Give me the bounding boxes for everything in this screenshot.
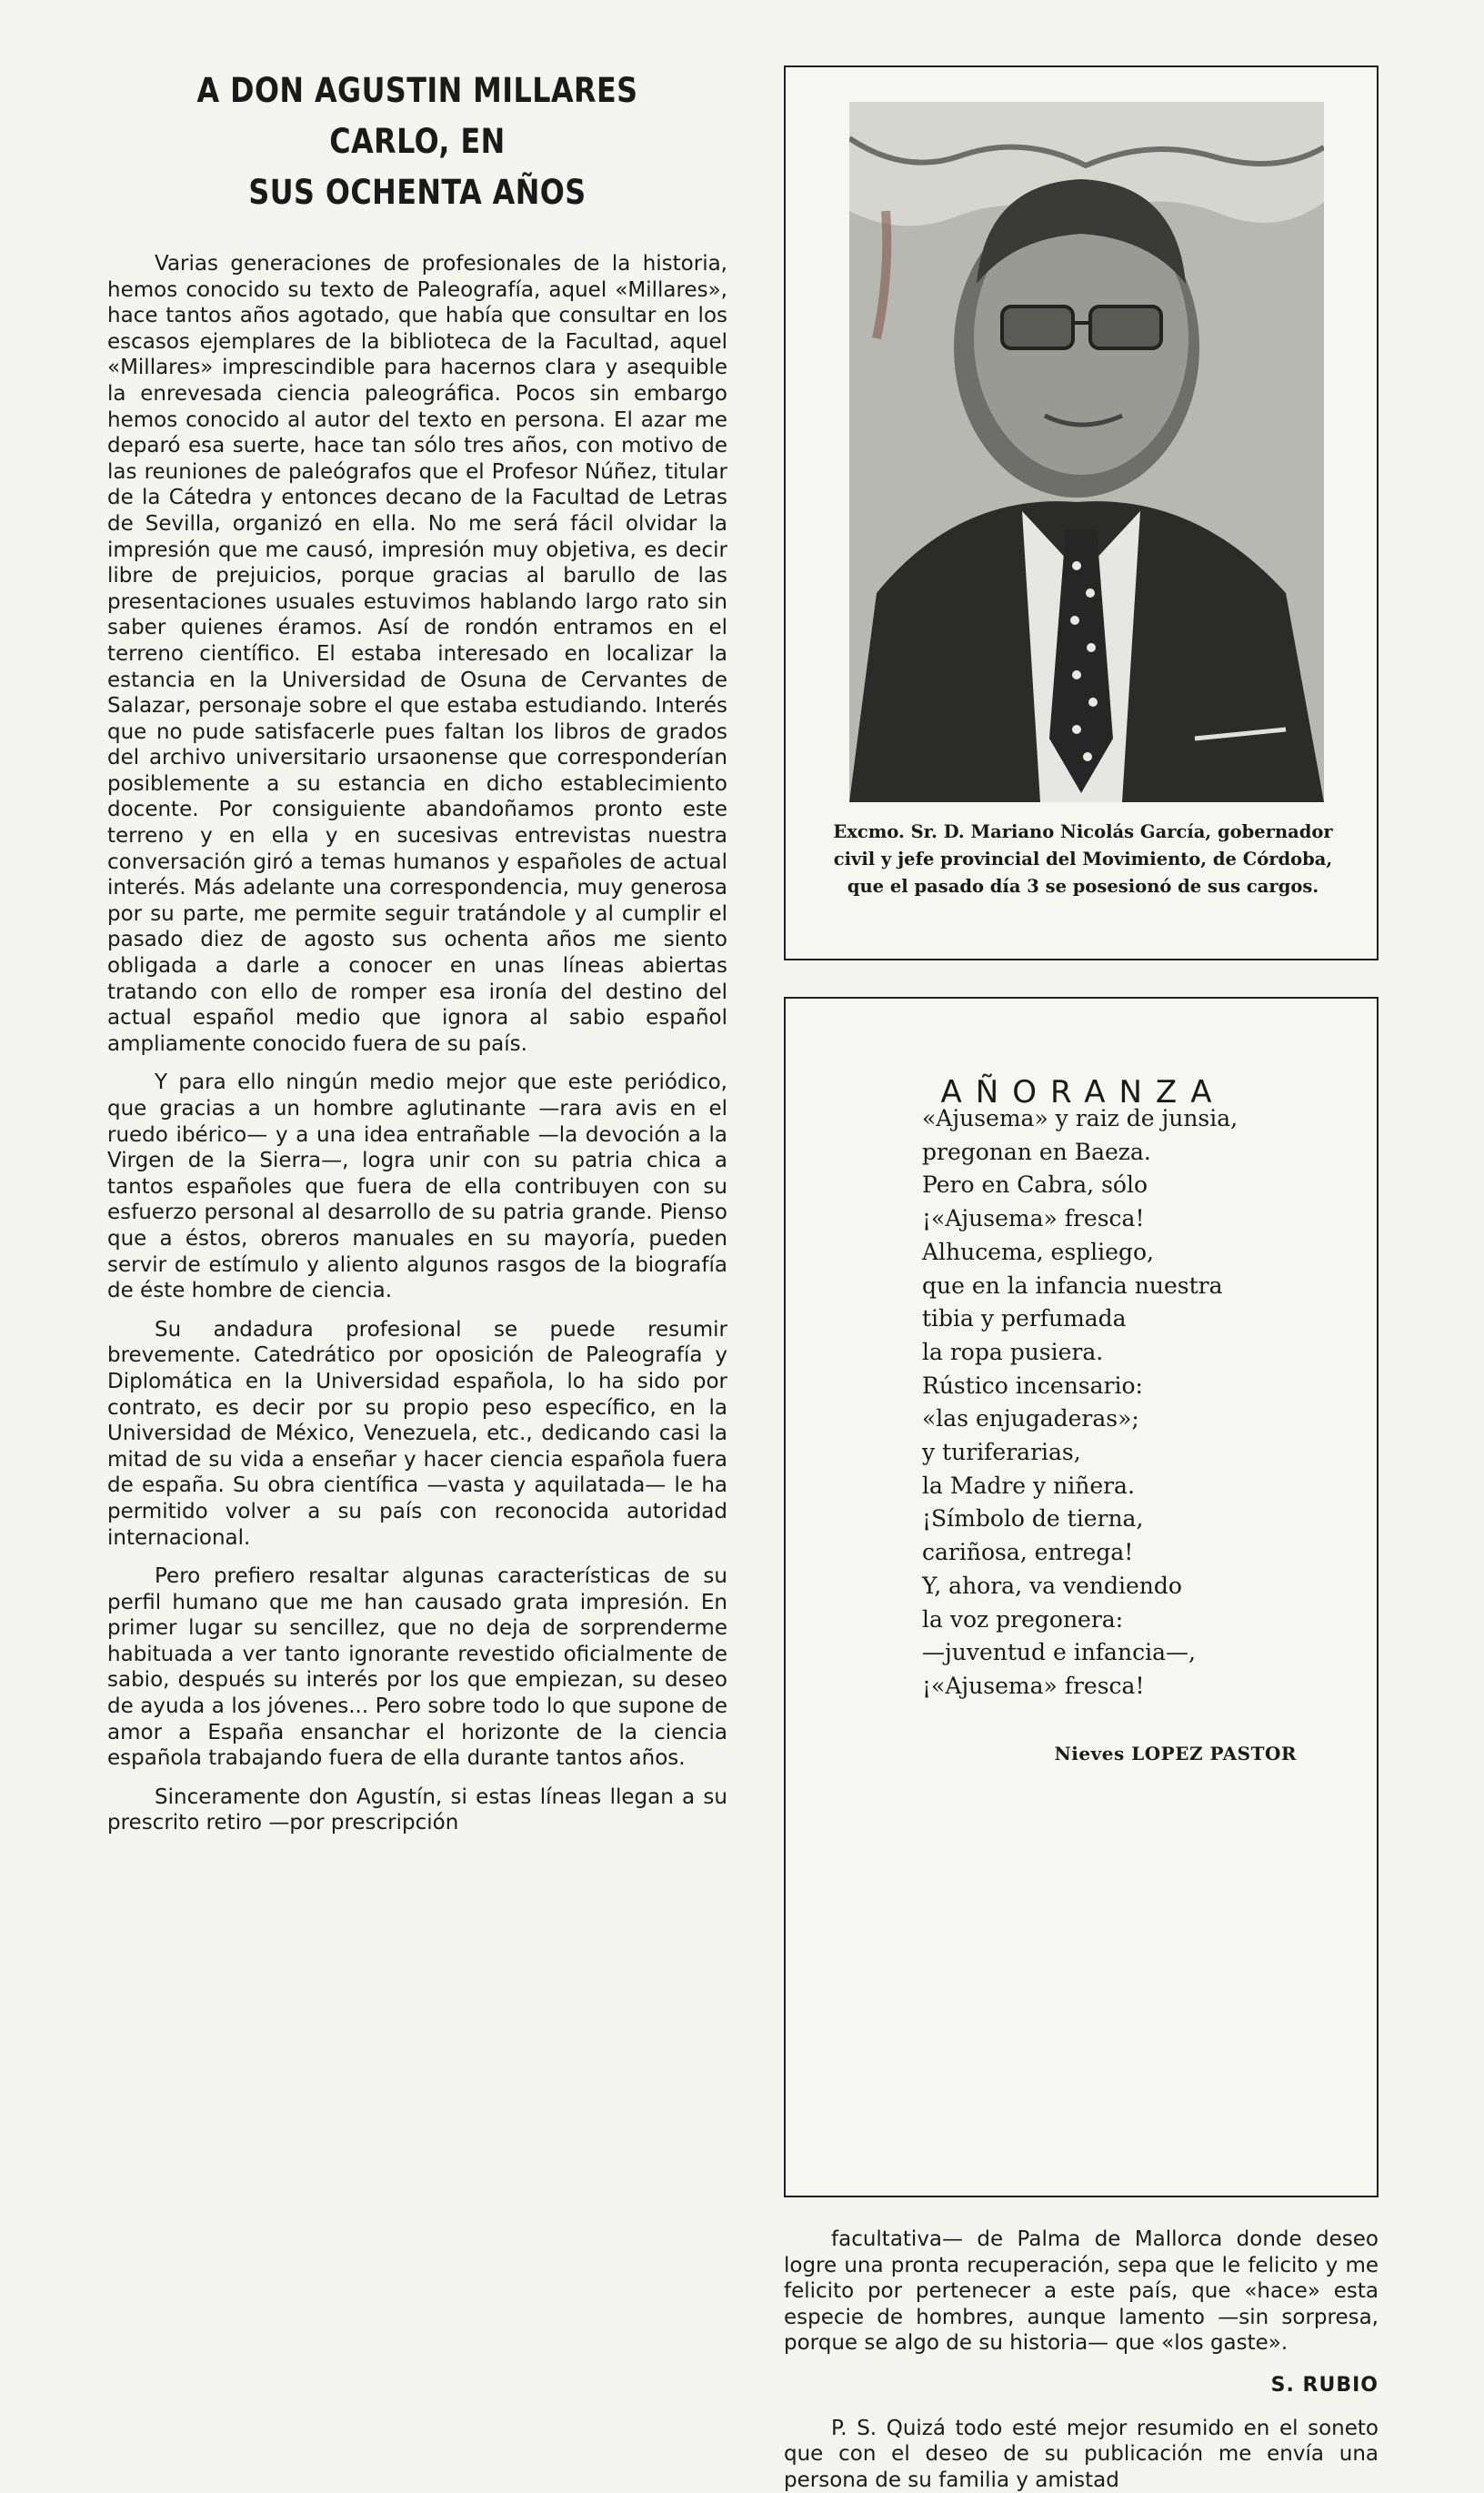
poem-line: cariñosa, entrega! bbox=[922, 1539, 1134, 1566]
poem-line: Rústico incensario: bbox=[922, 1372, 1143, 1399]
postscript bbox=[784, 2416, 1379, 2493]
poem-line: que en la infancia nuestra bbox=[922, 1272, 1223, 1299]
poem-line: ¡«Ajusema» fresca! bbox=[922, 1672, 1145, 1699]
continuation-text bbox=[784, 2227, 1379, 2357]
article-paragraph: Pero prefiero resaltar algunas características de su perfil humano que me han causado grata impresión. En primer lugar su sencillez, que no deja de sorprenderme habituada a ver tanto ignorante revestido oficialmente de sabio, después su interés por los que empiezan, su deseo de ayuda a los jóvenes... Pero sobre todo lo que supone de amor a España ensanchar el horizonte de la ciencia española trabajando fuera de ella durante tantos años. bbox=[107, 1564, 727, 1771]
poem-line: la ropa pusiera. bbox=[922, 1338, 1104, 1365]
poem-line: la Madre y niñera. bbox=[922, 1472, 1135, 1499]
photo-caption: Excmo. Sr. D. Mariano Nicolás García, gobernador civil y jefe provincial del Movimiento, de Córdoba, que el pasado día 3 se posesionó de sus cargos. bbox=[833, 821, 1333, 897]
poem-box bbox=[784, 997, 1379, 2197]
poem-line: pregonan en Baeza. bbox=[922, 1138, 1151, 1165]
poem-line: «Ajusema» y raiz de junsia, bbox=[922, 1105, 1238, 1131]
poem-line: «las enjugaderas»; bbox=[922, 1405, 1139, 1432]
poem-line: ¡Símbolo de tierna, bbox=[922, 1505, 1144, 1533]
poem-line: y turiferarias, bbox=[922, 1439, 1081, 1466]
poem-line: Y, ahora, va vendiendo bbox=[922, 1572, 1182, 1599]
poem-line: tibia y perfumada bbox=[922, 1305, 1127, 1332]
portrait-photo bbox=[849, 102, 1324, 802]
article-paragraph: Varias generaciones de profesionales de la historia, hemos conocido su texto de Paleografía, aquel «Millares», hace tantos años agotado, que había que consultar en los escasos ejemplares de la biblioteca de la Facultad, aquel «Millares» imprescindible para hacernos clara y asequible la enrevesada ciencia paleográfica. Pocos sin embargo hemos conocido al autor del texto en persona. El azar me deparó esa suerte, hace tan sólo tres años, con motivo de las reuniones de paleógrafos que el Profesor Núñez, titular de la Cátedra y entonces decano de la Facultad de Letras de Sevilla, organizó en ella. No me será fácil olvidar la impresión que me causó, impresión muy objetiva, es decir libre de prejuicios, porque gracias al barullo de las presentaciones usuales estuvimos hablando largo rato sin saber quienes éramos. Así de rondón entramos en el terreno científico. El estaba interesado en localizar la estancia en la Universidad de Osuna de Cervantes de Salazar, personaje sobre el que estaba estudiando. Interés que no pude satisfacerle pues faltan los libros de grados del archivo universitario ursaonense que corresponderían posiblemente a su estancia en dicho establecimiento docente. Por consiguiente abandoñamos pronto este terreno y en ella y en sucesivas entrevistas nuestra conversación giró a temas humanos y españoles de actual interés. Más adelante una correspondencia, muy generosa por su parte, me permite seguir tratándole y al cumplir el pasado diez de agosto sus ochenta años me siento obligada a darle a conocer en unas líneas abiertas tratando con ello de romper esa ironía del destino del actual español medio que ignora al sabio español ampliamente conocido fuera de su país. bbox=[107, 252, 727, 1056]
postscript-paragraph: P. S. Quizá todo esté mejor resumido en el soneto que con el deseo de su publicación me envía una persona de su familia y amistad bbox=[784, 2416, 1379, 2492]
article-title bbox=[151, 65, 685, 218]
poem-author: Nieves LOPEZ PASTOR bbox=[1054, 1743, 1297, 1764]
photo-box bbox=[784, 65, 1379, 960]
poem-line: ¡«Ajusema» fresca! bbox=[922, 1205, 1145, 1232]
author-signature: S. RUBIO bbox=[1270, 2373, 1379, 2397]
article-paragraph: Y para ello ningún medio mejor que este periódico, que gracias a un hombre aglutinante —rara avis en el ruedo ibérico— y a una idea entrañable —la devoción a la Virgen de la Sierra—, logra unir con su patria chica a tantos españoles que fuera de ella contribuyen con su esfuerzo personal al desarrollo de su patria grande. Pienso que a éstos, obreros manuales en su mayoría, pueden servir de estímulo y aliento algunos rasgos de la biografía de éste hombre de ciencia. bbox=[107, 1071, 727, 1303]
poem-line: Pero en Cabra, sólo bbox=[922, 1171, 1148, 1199]
poem-title: AÑORANZA bbox=[940, 1074, 1226, 1111]
continuation-paragraph: facultativa— de Palma de Mallorca donde deseo logre una pronta recuperación, sepa que le felicito y me felicito por pertenecer a este país, que «hace» esta especie de hombres, aunque lamento —sin sorpresa, porque se algo de su historia— que «los gaste». bbox=[784, 2227, 1379, 2356]
poem-line: Alhucema, espliego, bbox=[922, 1238, 1154, 1265]
poem-body bbox=[922, 1102, 1359, 1704]
portrait-illustration bbox=[849, 102, 1324, 802]
poem-line: la voz pregonera: bbox=[922, 1605, 1124, 1633]
article-column bbox=[107, 65, 727, 1836]
article-paragraph: Sinceramente don Agustín, si estas líneas llegan a su prescrito retiro —por prescripción bbox=[107, 1784, 727, 1835]
article-body bbox=[107, 251, 727, 1836]
right-column bbox=[784, 65, 1379, 2493]
article-title-line-2: SUS OCHENTA AÑOS bbox=[248, 173, 587, 212]
poem-line: —juventud e infancia—, bbox=[922, 1639, 1196, 1666]
article-title-line-1: A DON AGUSTIN MILLARES CARLO, EN bbox=[196, 71, 638, 161]
article-paragraph: Su andadura profesional se puede resumir brevemente. Catedrático por oposición de Paleografía y Diplomática en la Universidad española, lo ha sido por contrato, es decir por su propio peso específico, en la Universidad de México, Venezuela, etc., dedicando casi la mitad de su vida a enseñar y hacer ciencia española fuera de españa. Su obra científica —vasta y aquilatada— le ha permitido volver a su país con reconocida autoridad internacional. bbox=[107, 1317, 727, 1550]
article-continuation bbox=[784, 2227, 1379, 2493]
